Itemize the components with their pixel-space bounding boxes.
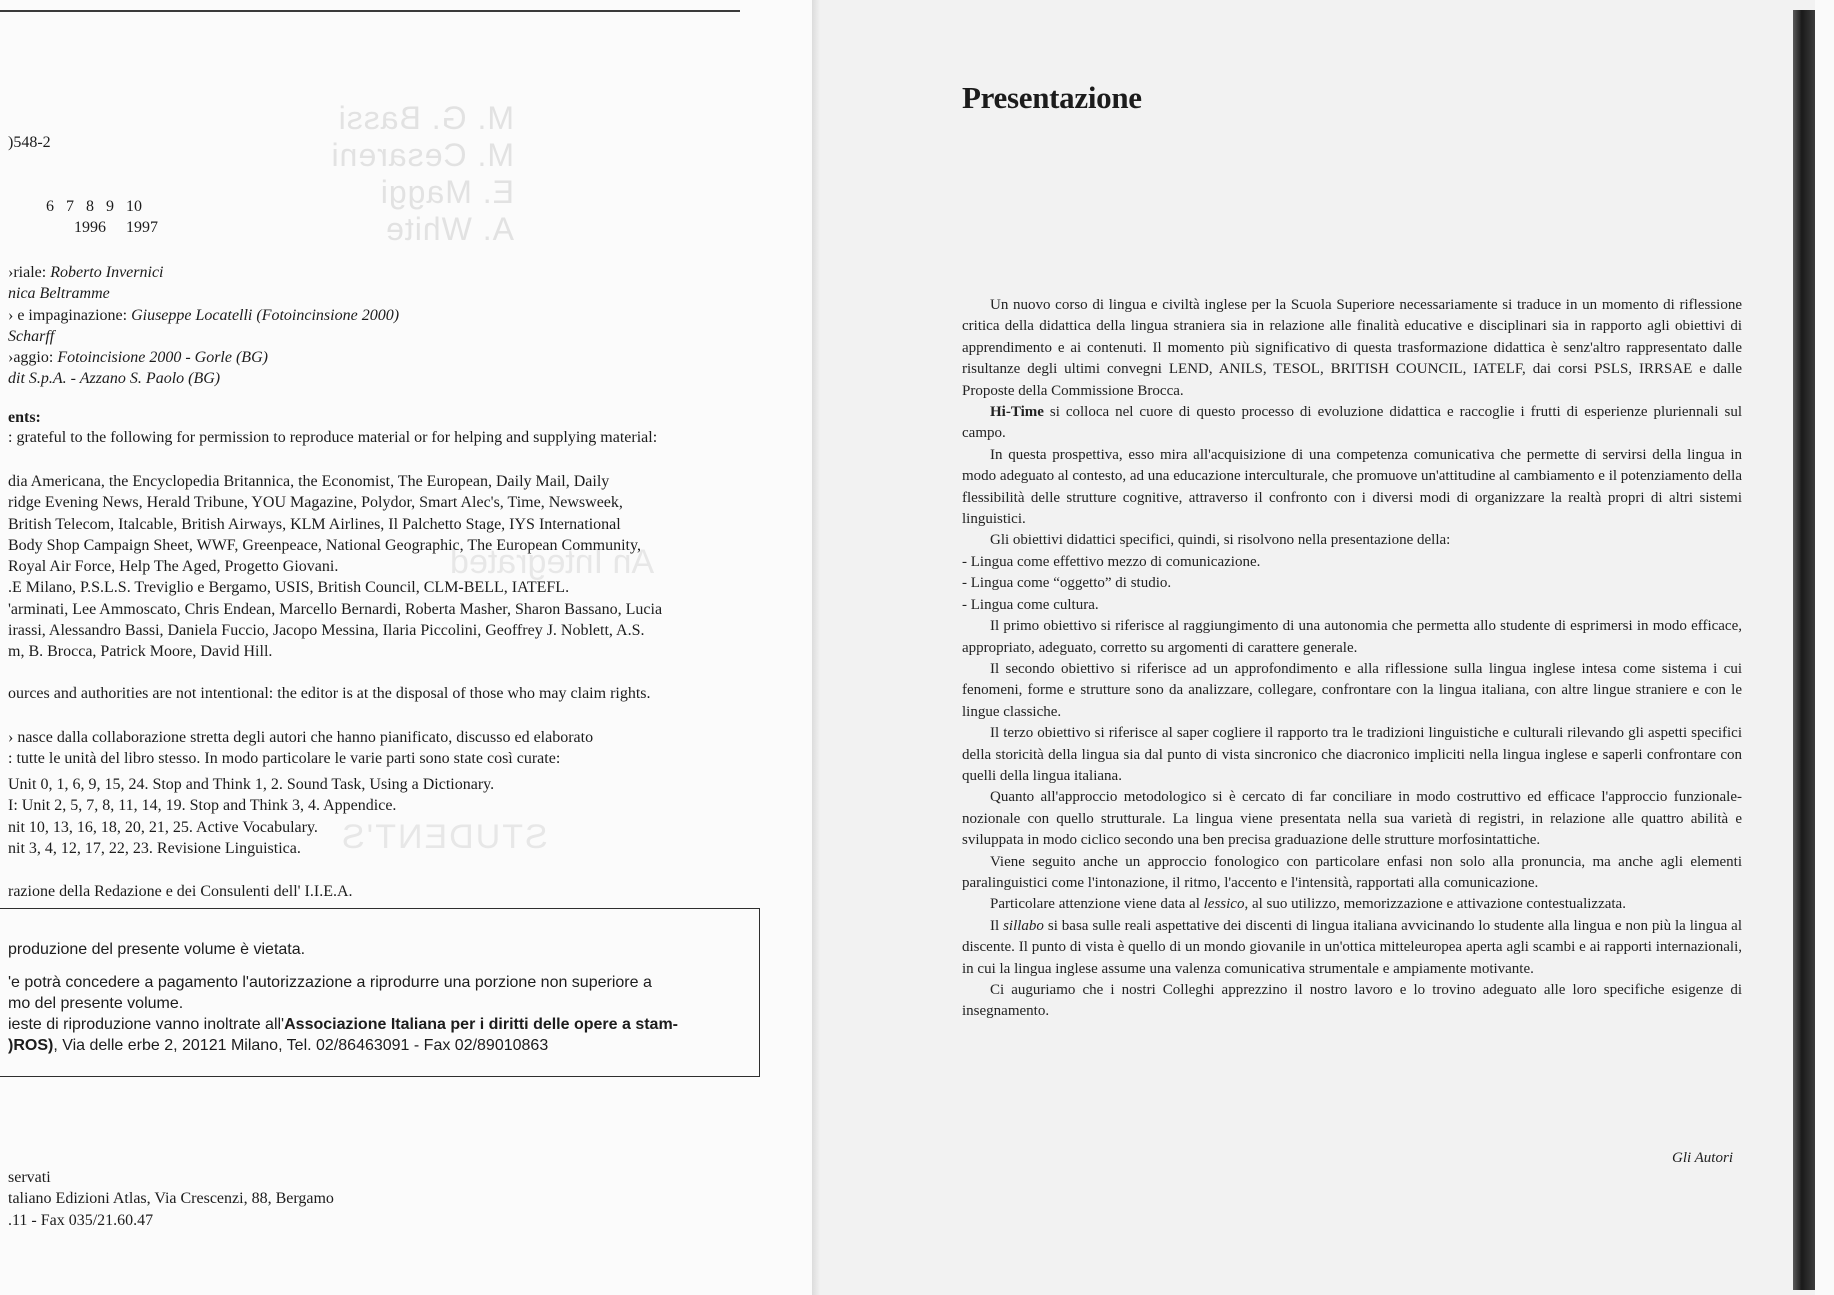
list-item: - Lingua come effettivo mezzo di comunicazione. [962,553,1261,570]
ack-line: dia Americana, the Encyclopedia Britannica, the Economist, The European, Daily Mail, Daily [8,473,610,490]
paragraph: Particolare attenzione viene data al lessico, al suo utilizzo, memorizzazione e attivazione contestualizzata. [990,896,1626,913]
paragraph: Il secondo obiettivo si riferisce ad un approfondimento e alla riflessione sulla lingua inglese intesa come sistema i cui fenomeni, forme e strutture sono da analizzare, collegare, confrontare con la lingua italiana, con altre lingue straniere e con le lingue classiche. [962,660,1742,720]
signature: Gli Autori [1672,1150,1733,1166]
ghost-name: M. Cesareni [330,137,514,173]
paragraph: Il primo obiettivo si riferisce al raggiungimento di una autonomia che permetta allo studente di esprimersi in modo efficace, appropriato, adeguato, corretto su argomenti di carattere generale. [962,618,1742,656]
ghost-name: E. Maggi [379,174,514,210]
collab-line: › nasce dalla collaborazione stretta degli autori che hanno pianificato, discusso ed elaborato [8,729,594,746]
copyright-line: ieste di riproduzione vanno inoltrate all'Associazione Italiana per i diritti delle opere a stam- [8,1016,679,1033]
collab-line: : tutte le unità del libro stesso. In modo particolare le varie parti sono state così curate: [8,750,561,768]
credit-line: ›aggio: Fotoincisione 2000 - Gorle (BG) [8,349,268,367]
show-through-text: STUDENT'S [340,818,548,856]
printing-years: 1996 1997 [74,219,158,236]
page-edge [1815,0,1834,1295]
paragraph: In questa prospettiva, esso mira all'acquisizione di una competenza comunicativa che permette di servirsi della lingua in modo adeguato al contesto, ad una educazione interculturale, che promuove un'attitudine al cambiamento e il potenziamento della flessibilità delle strutture cognitive, attraverso il confronto con i diversi modi di organizzare la realtà propri di altri sistemi linguistici. [962,446,1742,528]
credits-block [8,262,399,390]
paragraph: Gli obiettivi didattici specifici, quindi, si risolvono nella presentazione della: [990,532,1451,549]
unit-assignments [8,774,494,859]
copyright-line: )ROS), Via delle erbe 2, 20121 Milano, Tel. 02/86463091 - Fax 02/89010863 [8,1037,549,1054]
publisher-line: taliano Edizioni Atlas, Via Crescenzi, 88, Bergamo [8,1190,334,1208]
acknowledgements-heading: ents: [8,409,41,426]
unit-line: nit 3, 4, 12, 17, 22, 23. Revisione Linguistica. [8,839,301,857]
credit-line: › e impaginazione: Giuseppe Locatelli (Fotoincinsione 2000) [8,306,400,324]
show-through-author-names [331,100,515,248]
ghost-name: A. White [385,211,514,247]
list-item: - Lingua come “oggetto” di studio. [962,575,1172,592]
ack-line: .E Milano, P.S.L.S. Treviglio e Bergamo, USIS, British Council, CLM-BELL, IATEFL. [8,579,570,597]
isbn-fragment: )548-2 [8,134,51,151]
credit-line: ›riale: Roberto Invernici [8,264,164,281]
publisher-line: .11 - Fax 035/21.60.47 [8,1211,154,1229]
book-gutter [812,0,820,1295]
unit-line: I: Unit 2, 5, 7, 8, 11, 14, 19. Stop and Think 3, 4. Appendice. [8,797,397,815]
ack-line: 'arminati, Lee Ammoscato, Chris Endean, Marcello Bernardi, Roberta Masher, Sharon Bassano, Lucia [8,600,663,618]
ack-line: Body Shop Campaign Sheet, WWF, Greenpeace, National Geographic, The European Community, [8,536,641,554]
list-item: - Lingua come cultura. [962,596,1099,613]
unit-line: nit 10, 13, 16, 18, 20, 21, 25. Active Vocabulary. [8,818,318,836]
top-rule [0,10,740,12]
credit-line: dit S.p.A. - Azzano S. Paolo (BG) [8,370,221,388]
printing-line [46,196,158,238]
paragraph: Un nuovo corso di lingua e civiltà inglese per la Scuola Superiore necessariamente si traduce in un momento di riflessione critica della didattica della lingua straniera sia in relazione alle finalità educative e disciplinari sia in rapporto agli obiettivi di apprendimento e ai contenuti. Il momento più significativo di questa trasformazione didattica è senz'altro rappresentato dalle risultanze degli ultimi convegni LEND, ANILS, TESOL, BRITISH COUNCIL, IATELF, dai corsi PSLS, IRRSAE e dalle Proposte della Commissione Brocca. [962,297,1742,399]
paragraph: Hi-Time si colloca nel cuore di questo processo di evoluzione didattica e raccoglie i frutti di esperienze pluriennali sul campo. [962,404,1742,442]
paragraph: Viene seguito anche un approccio fonologico con particolare enfasi non solo alla pronuncia, ma anche agli elementi paralinguistici come l'intonazione, il ritmo, l'accento e l'intensità, rapportati alla comunicazione. [962,853,1742,891]
unit-line: Unit 0, 1, 6, 9, 15, 24. Stop and Think 1, 2. Sound Task, Using a Dictionary. [8,776,495,793]
paragraph: Il sillabo si basa sulle reali aspettative dei discenti di lingua italiana avvicinando lo studente alla lingua e non più la lingua al discente. Il punto di vista è quello di un mondo giovanile in un'ottica mitteleuropea aperta agli scambi e ai rapporti internazionali, in cui la lingua inglese assume una valenza comunicativa strumentale e ampiamente motivante. [962,917,1742,977]
paragraph: Il terzo obiettivo si riferisce al saper cogliere il rapporto tra le tradizioni linguistiche e culturali rilevando gli aspetti specifici della storicità della lingua sia dal punto di vista sincronico che diacronico impliciti nella lingua inglese e saperli confrontare con quelli della lingua italiana. [962,725,1742,784]
ack-line: British Telecom, Italcable, British Airways, KLM Airlines, Il Palchetto Stage, IYS International [8,515,621,533]
acknowledgements-list [8,471,662,663]
acknowledgements-intro: : grateful to the following for permission to reproduce material or for helping and supplying material: [8,429,658,446]
paragraph: Quanto all'approccio metodologico si è cercato di far conciliare in modo costruttivo ed efficace l'approccio funzionale-nozionale con quello strutturale. La lingua viene presentata nella sua varietà di registri, in relazione alle quattro abilità e sviluppata in modo ciclico secondo una ben precisa graduazione delle strutture morfosintattiche. [962,789,1742,849]
ack-line: irassi, Alessandro Bassi, Daniela Fuccio, Jacopo Messina, Ilaria Piccolini, Geoffrey J. Noblett, A.S. [8,622,645,640]
page-edge-shadow [1793,10,1815,1290]
left-page [0,0,812,1295]
paragraph: Ci auguriamo che i nostri Colleghi apprezzino il nostro lavoro e lo trovino adeguato alle loro specifiche esigenze di insegnamento. [962,982,1742,1020]
editorial-credit: razione della Redazione e dei Consulenti dell' I.I.E.A. [8,883,353,900]
ghost-name: M. G. Bassi [337,100,514,136]
show-through-text: An Integrated [450,543,655,581]
page-title: Presentazione [962,80,1142,115]
ack-line: ridge Evening News, Herald Tribune, YOU Magazine, Polydor, Smart Alec's, Time, Newsweek, [8,494,623,512]
copyright-line: mo del presente volume. [8,995,184,1012]
copyright-notice-box [0,908,760,1077]
credit-line: nica Beltramme [8,285,110,303]
publisher-info [8,1167,334,1231]
ack-line: Royal Air Force, Help The Aged, Progetto Giovani. [8,558,339,576]
ack-line: m, B. Brocca, Patrick Moore, David Hill. [8,643,273,661]
printing-numbers: 6 7 8 9 10 [46,198,142,215]
copyright-line: produzione del presente volume è vietata. [8,941,306,958]
presentation-text [962,295,1742,1023]
copyright-line: 'e potrà concedere a pagamento l'autorizzazione a riprodurre una porzione non superiore a [8,974,652,991]
credit-line: Scharff [8,327,55,345]
publisher-line: servati [8,1169,51,1186]
collaboration-note [8,727,593,770]
rights-disclaimer: ources and authorities are not intentional: the editor is at the disposal of those who may claim rights. [8,685,651,702]
